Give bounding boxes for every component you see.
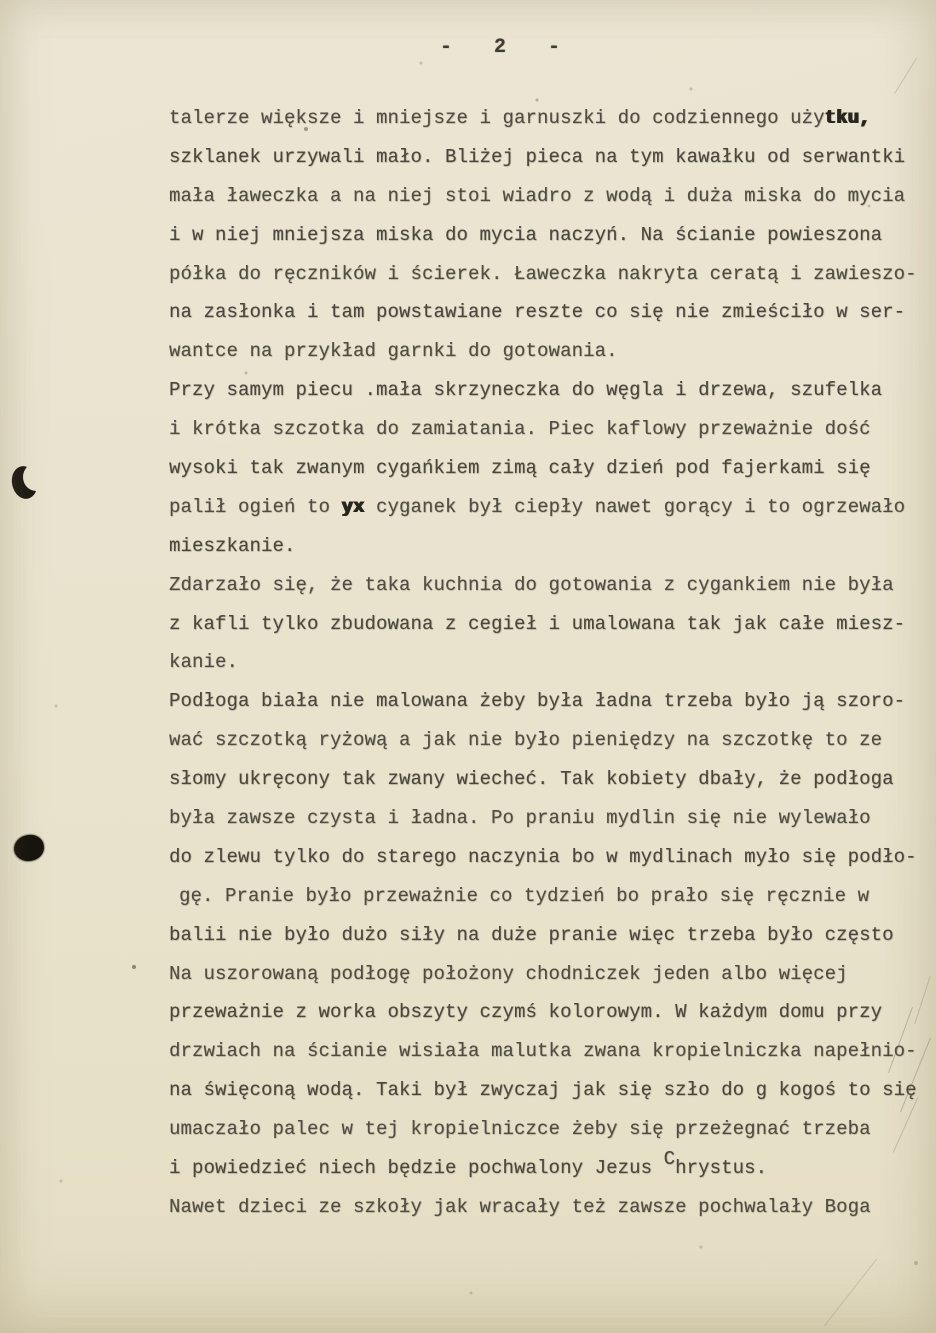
text-segment: Przy samym piecu .mała skrzyneczka do węgla i drzewa, szufelka	[169, 379, 883, 402]
text-line	[169, 488, 929, 527]
scratch-mark	[824, 1259, 877, 1327]
text-line	[169, 99, 929, 138]
text-line	[169, 760, 929, 799]
text-segment: kanie.	[169, 651, 239, 674]
text-line	[169, 1110, 929, 1149]
text-line	[169, 449, 929, 488]
text-line	[169, 1032, 929, 1071]
text-segment: Na uszorowaną podłogę położony chodniczek jeden albo więcej	[169, 962, 848, 985]
text-segment: cyganek był ciepły nawet gorący i to ogrzewało	[364, 495, 906, 518]
text-line	[169, 332, 929, 371]
text-segment: do zlewu tylko do starego naczynia bo w mydlinach myło się podło-	[169, 845, 917, 868]
text-line	[169, 643, 929, 682]
text-segment: była zawsze czysta i ładna. Po praniu mydlin się nie wylewało	[169, 807, 871, 830]
text-segment: C	[663, 1148, 676, 1171]
text-line	[169, 682, 929, 721]
text-segment: hrystus.	[675, 1157, 768, 1180]
text-line	[169, 410, 929, 449]
text-line	[169, 216, 929, 255]
text-segment: na zasłonka i tam powstawiane reszte co się nie zmieściło w ser-	[169, 301, 906, 324]
text-line	[169, 721, 929, 760]
text-line	[169, 838, 929, 877]
text-segment: mieszkanie.	[169, 534, 296, 557]
text-line	[169, 138, 929, 177]
text-line	[169, 916, 929, 955]
text-segment: Podłoga biała nie malowana żeby była ładna trzeba było ją szoro-	[169, 690, 906, 713]
text-line	[169, 1149, 929, 1188]
text-segment: talerze większe i mniejsze i garnuszki do codziennego uży	[169, 107, 825, 129]
text-line	[169, 605, 929, 644]
text-line	[169, 1188, 929, 1227]
text-segment: Zdarzało się, że taka kuchnia do gotowania z cygankiem nie była	[169, 573, 894, 596]
ink-dot-stain	[12, 833, 45, 863]
text-segment: balii nie było dużo siły na duże pranie więc trzeba było często	[169, 923, 894, 946]
text-segment: drzwiach na ścianie wisiała malutka zwana kropielniczka napełnio-	[169, 1040, 917, 1063]
text-line	[169, 371, 929, 410]
crescent-ink-stain	[10, 466, 50, 502]
text-line	[169, 955, 929, 994]
overstruck-text: tku,	[824, 107, 871, 129]
text-segment: półka do ręczników i ścierek. Ławeczka nakryta ceratą i zawieszo-	[169, 262, 917, 285]
text-segment: z kafli tylko zbudowana z cegieł i umalowana tak jak całe miesz-	[169, 612, 906, 635]
typewritten-text-block	[169, 99, 929, 1227]
text-line	[169, 877, 929, 916]
text-segment: wantce na przykład garnki do gotowania.	[169, 340, 618, 363]
text-line	[169, 527, 929, 566]
paper-specks	[0, 0, 2, 2]
text-segment: i w niej mniejsza miska do mycia naczyń. Na ścianie powieszona	[169, 223, 883, 246]
text-segment: przeważnie z worka obszyty czymś kolorowym. W każdym domu przy	[169, 1001, 883, 1024]
text-line	[169, 177, 929, 216]
text-line	[169, 1071, 929, 1110]
text-segment: i krótka szczotka do zamiatania. Piec kaflowy przeważnie dość	[169, 418, 871, 441]
text-segment: słomy ukręcony tak zwany wiecheć. Tak kobiety dbały, że podłoga	[169, 768, 894, 791]
text-segment: wysoki tak zwanym cygańkiem zimą cały dzień pod fajerkami się	[169, 457, 871, 480]
text-line	[169, 255, 929, 294]
text-segment: i powiedzieć niech będzie pochwalony Jezus	[169, 1157, 664, 1180]
text-segment: umaczało palec w tej kropielniczce żeby się przeżegnać trzeba	[169, 1118, 871, 1141]
text-segment: wać szczotką ryżową a jak nie było pieniędzy na szczotkę to ze	[169, 729, 883, 752]
text-segment: na święconą wodą. Taki był zwyczaj jak się szło do g kogoś to się	[169, 1079, 917, 1102]
text-line	[169, 993, 929, 1032]
overstruck-text: yx	[341, 495, 365, 518]
text-segment: szklanek urzywali mało. Bliżej pieca na tym kawałku od serwantki	[169, 145, 906, 168]
text-line	[169, 293, 929, 332]
text-segment: palił ogień to	[169, 495, 342, 518]
text-segment: gę. Pranie było przeważnie co tydzień bo prało się ręcznie w	[179, 884, 870, 907]
text-segment: mała ławeczka a na niej stoi wiadro z wodą i duża miska do mycia	[169, 184, 906, 207]
text-line	[169, 799, 929, 838]
text-line	[169, 566, 929, 605]
page-number: - 2 -	[440, 36, 576, 59]
scratch-mark	[894, 58, 917, 94]
text-segment: Nawet dzieci ze szkoły jak wracały też zawsze pochwalały Boga	[169, 1195, 871, 1218]
